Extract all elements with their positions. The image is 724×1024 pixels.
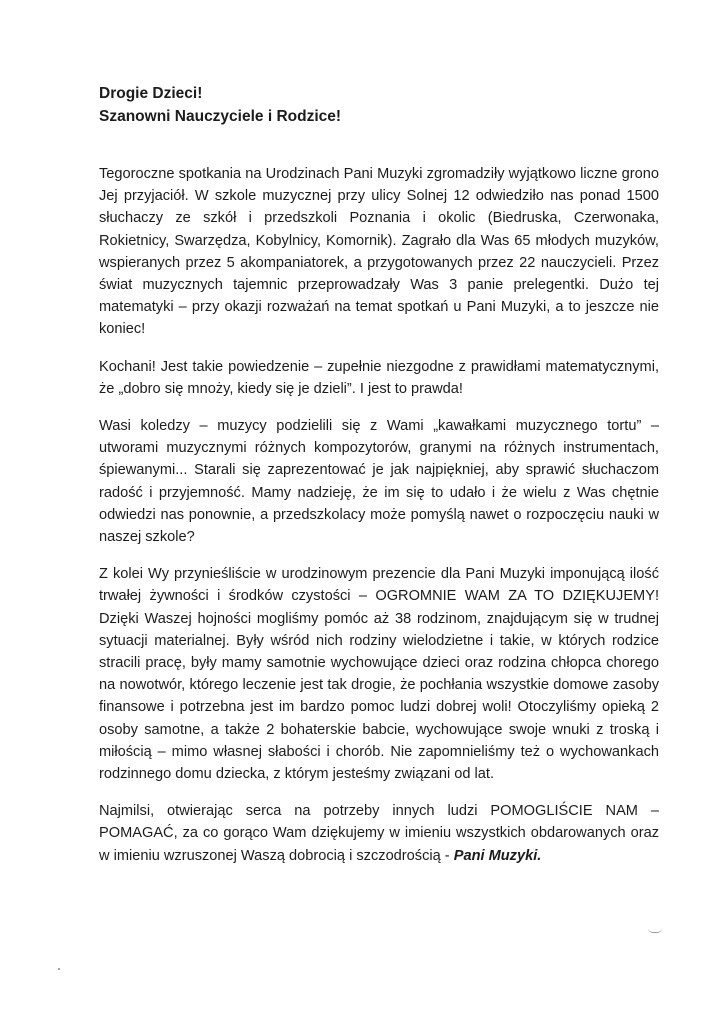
paragraph-musicians: Wasi koledzy – muzycy podzielili się z Wami „kawałkami muzycznego tortu” – utworami muzycznymi różnych kompozytorów, granymi na różnych instrumentach, śpiewanymi... Starali się zaprezentować je jak najpiękniej, aby sprawić słuchaczom radość i przyjemność. Mamy nadzieję, że im się to udało i że wielu z Was chętnie odwiedzi nas ponownie, a przedszkolacy może pomyślą nawet o rozpoczęciu nauki w naszej szkole? bbox=[99, 418, 659, 546]
scan-speck bbox=[58, 968, 60, 970]
paragraph-donations: Z kolei Wy przynieśliście w urodzinowym prezencie dla Pani Muzyki imponującą ilość trwałej żywności i środków czystości – OGROMNIE WAM ZA TO DZIĘKUJEMY! Dzięki Waszej hojności mogliśmy pomóc aż 38 rodzinom, znajdującym się w trudnej sytuacji materialnej. Były wśród nich rodziny wielodzietne i takie, w których rodzice stracili pracę, były mamy samotnie wychowujące dzieci oraz rodzina chłopca chorego na nowotwór, którego leczenie jest tak drogie, że pochłania wszystkie domowe zasoby finansowe i potrzebna jest im bardzo pomoc ludzi dobrej woli! Otoczyliśmy opieką 2 osoby samotne, a także 2 bohaterskie babcie, wychowujące swoje wnuki z troską i miłością – mimo własnej słabości i chorób. Nie zapomnieliśmy też o wychowankach rodzinnego domu dziecka, z którym jesteśmy związani od lat. bbox=[99, 566, 659, 783]
signature: Pani Muzyki. bbox=[453, 847, 542, 864]
paragraph-meetings-summary: Tegoroczne spotkania na Urodzinach Pani Muzyki zgromadziły wyjątkowo liczne grono Jej przyjaciół. W szkole muzycznej przy ulicy Solnej 12 odwiedziło nas ponad 1500 słuchaczy ze szkół i przedszkoli Poznania i okolic (Biedruska, Czerwonaka, Rokietnicy, Swarzędza, Kobylnicy, Komornik). Zagrało dla Was 65 młodych muzyków, wspieranych przez 5 akompaniatorek, a przygotowanych przez 22 nauczycieli. Przez świat muzycznych tajemnic przeprowadzały Was 3 panie prelegentki. Dużo tej matematyki – przy okazji rozważań na temat spotkań u Pani Muzyki, a to jeszcze nie koniec! bbox=[99, 166, 659, 338]
greeting-line-children: Drogie Dzieci! bbox=[99, 85, 203, 102]
greeting bbox=[99, 82, 341, 128]
letter-body bbox=[99, 163, 659, 882]
closing-text: Najmilsi, otwierając serca na potrzeby innych ludzi POMOGLIŚCIE NAM – POMAGAĆ, za co gorąco Wam dziękujemy w imieniu wszystkich obdarowanych oraz w imieniu wzruszonej Waszą dobrocią i szczodrością - bbox=[99, 803, 659, 864]
paragraph-saying: Kochani! Jest takie powiedzenie – zupełnie niezgodne z prawidłami matematycznymi, że „dobro się mnoży, kiedy się je dzieli”. I jest to prawda! bbox=[99, 358, 659, 397]
paragraph-closing bbox=[99, 800, 659, 867]
scan-mark bbox=[648, 928, 662, 933]
greeting-line-teachers-parents: Szanowni Nauczyciele i Rodzice! bbox=[99, 108, 342, 125]
